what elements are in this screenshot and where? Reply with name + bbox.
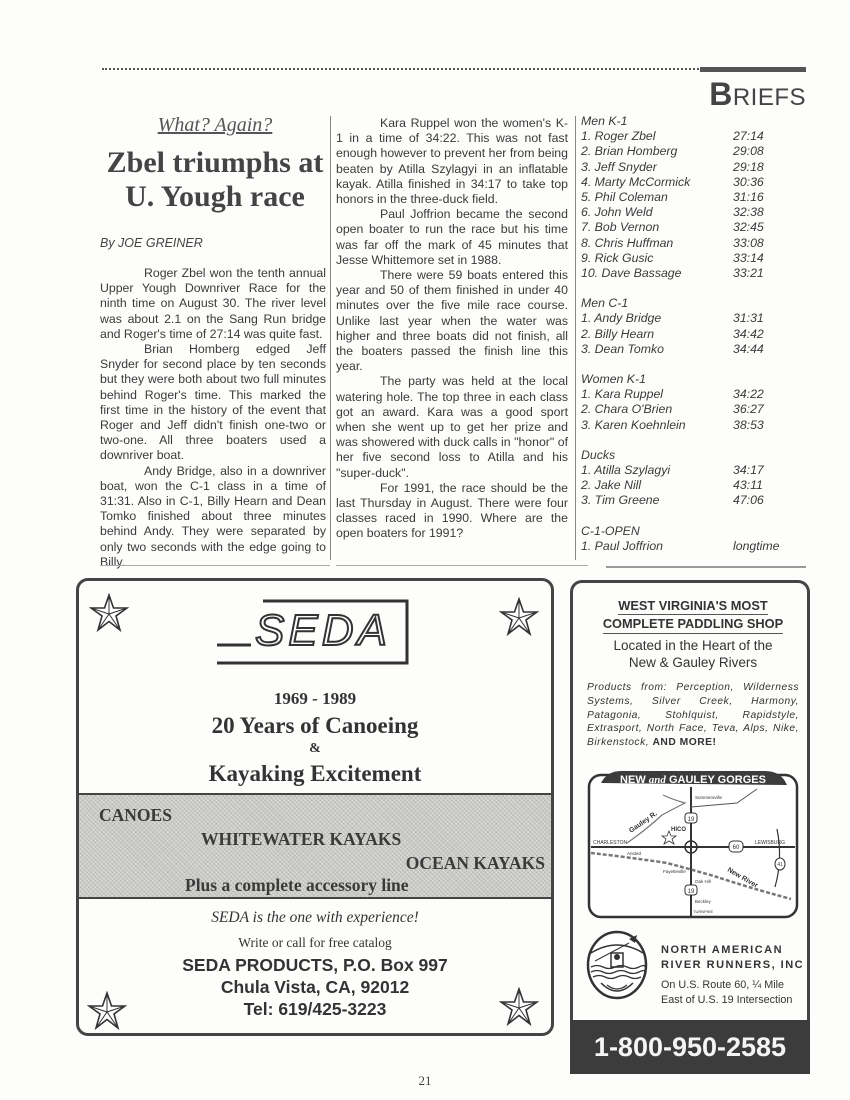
article-kicker: What? Again? (157, 114, 273, 136)
bottom-rule (560, 565, 588, 566)
paragraph: Paul Joffrion became the second open boater to run the race but his time was far off the mark of 45 minutes that Jesse Whittemore set in 1988. (336, 207, 568, 267)
map-label-oak-hill: Oak Hill (695, 879, 711, 884)
seda-logo-text: SEDA (255, 606, 391, 655)
seda-products-band (79, 793, 551, 899)
gorges-map (587, 769, 799, 919)
results-row (581, 539, 781, 554)
bottom-rule (336, 565, 568, 566)
bottom-rule (100, 565, 330, 566)
seda-advertisement (76, 578, 554, 1036)
seda-years: 1969 - 1989 (273, 689, 357, 708)
header-bar-rule (700, 67, 806, 72)
star-icon (499, 597, 539, 637)
results-row (581, 463, 781, 478)
narr-company-name-line-2: RIVER RUNNERS, INC (661, 959, 805, 971)
header-dotted-rule (102, 68, 702, 70)
narr-directions-line-2: East of U.S. 19 Intersection (661, 994, 793, 1006)
race-time: 43:11 (733, 478, 763, 493)
results-row (581, 418, 781, 433)
racer-name: 5. Phil Coleman (581, 190, 668, 205)
results-row (581, 144, 781, 159)
race-time: 47:06 (733, 493, 764, 508)
racer-name: 2. Chara O'Brien (581, 402, 673, 417)
map-label-lewisburg: LEWISBURG (755, 840, 786, 846)
racer-name: 1. Paul Joffrion (581, 538, 664, 553)
band-accessory-line: Plus a complete accessory line (185, 875, 409, 895)
racer-name: 3. Jeff Snyder (581, 159, 657, 174)
seda-logo (217, 595, 417, 667)
section-title-rest: RIEFS (732, 84, 806, 111)
race-time: 31:31 (733, 311, 764, 326)
racer-name: 4. Marty McCormick (581, 174, 691, 189)
results-group (581, 524, 781, 554)
route-41-label: 41 (777, 862, 783, 868)
seda-address-line-1: SEDA PRODUCTS, P.O. Box 997 (182, 955, 448, 975)
bottom-rule (606, 566, 806, 568)
narr-company-name (661, 943, 804, 973)
route-19-label: 19 (687, 889, 695, 895)
racer-name: 1. Andy Bridge (581, 311, 662, 326)
paragraph: The party was held at the local watering hole. The top three in each class got an award. Kara was a good sport when she went up to get her prize and was showered with duck calls in "honor" of her five second loss to Atilla and his "super-duck". (336, 374, 568, 480)
map-label-summersville: Summersville (695, 795, 723, 800)
racer-name: 10. Dave Bassage (581, 266, 682, 281)
narr-directions (661, 978, 792, 1008)
results-group (581, 448, 781, 509)
section-title (709, 76, 806, 113)
map-label-gauley: Gauley R. (628, 810, 659, 835)
narr-products-more: AND MORE! (652, 737, 717, 749)
narr-heading (589, 597, 797, 634)
map-label-fayetteville: Fayetteville (663, 869, 686, 874)
results-row (581, 220, 781, 235)
race-time: longtime (733, 538, 780, 553)
results-row (581, 251, 781, 266)
page-number: 21 (418, 1073, 432, 1088)
racer-name: 7. Bob Vernon (581, 220, 660, 235)
results-row (581, 387, 781, 402)
column-divider (330, 116, 331, 560)
map-title-new: NEW (620, 774, 646, 786)
results-row (581, 342, 781, 357)
race-time: 38:53 (733, 417, 764, 432)
narr-ad-box (570, 580, 810, 1020)
map-label-ansted: Ansted (627, 851, 642, 856)
results-row (581, 129, 781, 144)
article-headline: Zbel triumphs at U. Yough race (106, 146, 324, 213)
narr-phone-number: 1-800-950-2585 (570, 1020, 810, 1074)
race-time: 33:21 (733, 266, 764, 281)
results-class-heading: Men K-1 (581, 114, 628, 128)
racer-name: 2. Jake Nill (581, 478, 642, 493)
seda-ampersand: & (309, 741, 321, 756)
seda-headline-2: Kayaking Excitement (208, 761, 422, 786)
paragraph: There were 59 boats entered this year and 50 of them finished in under 40 minutes over the five mile race course. Unlike last year when the water was higher and three boats did not finish, all the boaters passed the finish line this year. (336, 268, 568, 374)
racer-name: 8. Chris Huffman (581, 235, 674, 250)
seda-address-line-2: Chula Vista, CA, 92012 (220, 977, 410, 997)
race-time: 34:17 (733, 463, 764, 478)
column-divider (575, 116, 576, 560)
paragraph: Brian Homberg edged Jeff Snyder for second place by ten seconds but they were both about two full minutes behind Roger's time. This marked the first time in the history of the event that Roger and Jeff didn't finish one-two or two-one. All three boaters used a downriver boat. (100, 342, 326, 463)
results-row (581, 160, 781, 175)
racer-name: 3. Tim Greene (581, 493, 660, 508)
race-time: 36:27 (733, 402, 764, 417)
paragraph: Kara Ruppel won the women's K-1 in a time of 34:22. This was not fast enough however to prevent her from being beaten by Atilla Szylagyi in an inflatable kayak. Atilla finished in 34:17 to take top honors in the three-duck field. (336, 116, 568, 207)
results-class-heading: Ducks (581, 447, 616, 462)
race-time: 34:22 (733, 387, 764, 402)
narr-location-line-2: New & Gauley Rivers (628, 655, 758, 670)
route-60-label: 60 (732, 845, 740, 851)
race-time: 33:08 (733, 235, 764, 250)
race-time: 32:45 (733, 220, 764, 235)
race-time: 34:44 (733, 341, 764, 356)
racer-name: 3. Dean Tomko (581, 341, 664, 356)
narr-location (573, 637, 813, 671)
section-title-cap: B (709, 76, 733, 112)
results-row (581, 493, 781, 508)
race-time: 34:42 (733, 326, 764, 341)
narr-logo-icon (585, 929, 649, 1001)
map-title-and: and (648, 774, 666, 786)
racer-name: 2. Brian Homberg (581, 144, 678, 159)
results-row (581, 175, 781, 190)
star-icon (89, 593, 129, 633)
seda-phone: Tel: 619/425-3223 (243, 999, 387, 1019)
article-column-1 (100, 266, 326, 570)
map-label-beckley: Beckley (695, 899, 711, 904)
narr-directions-line-1: On U.S. Route 60, ¼ Mile (661, 979, 785, 991)
results-row (581, 205, 781, 220)
results-row (581, 311, 781, 326)
racer-name: 2. Billy Hearn (581, 326, 655, 341)
racer-name: 1. Kara Ruppel (581, 387, 664, 402)
narr-company-name-line-1: NORTH AMERICAN (661, 944, 784, 956)
race-time: 31:16 (733, 190, 764, 205)
race-results (581, 114, 781, 569)
article-column-2 (336, 116, 568, 542)
map-label-new-river: New River (726, 866, 759, 890)
paragraph: For 1991, the race should be the last Thursday in August. There were four classes raced in 1990. Where are the open boaters for 1991? (336, 480, 568, 541)
article-byline: By JOE GREINER (100, 236, 203, 250)
route-19-label: 19 (687, 817, 695, 823)
map-label-turnpike: TURNPIKE (693, 909, 714, 914)
band-canoes: CANOES (99, 805, 172, 825)
results-group (581, 296, 781, 357)
band-whitewater-kayaks: WHITEWATER KAYAKS (201, 829, 402, 849)
paragraph: Roger Zbel won the tenth annual Upper Yough Downriver Race for the ninth time on August 30. The river level was about 2.1 on the Sang Run bridge and Roger's time of 27:14 was quite fast. (100, 266, 326, 341)
narr-location-line-1: Located in the Heart of the (613, 638, 773, 653)
map-label-charleston: CHARLESTON (593, 840, 628, 846)
narr-products-list: Products from: Perception, Wilderness Systems, Silver Creek, Harmony, Patagonia, Stohlquist, Rapidstyle, Extrasport, North Face, Teva, Alps, Nike, Birkenstock, (587, 682, 799, 749)
race-time: 27:14 (733, 129, 764, 144)
narr-advertisement (570, 580, 810, 1074)
results-row (581, 327, 781, 342)
seda-catalog-note: Write or call for free catalog (238, 935, 392, 950)
results-class-heading: Women K-1 (581, 372, 646, 387)
band-ocean-kayaks: OCEAN KAYAKS (405, 853, 545, 873)
results-row (581, 190, 781, 205)
results-group (581, 372, 781, 433)
map-title (620, 774, 766, 786)
race-time: 29:18 (733, 159, 764, 174)
racer-name: 1. Atilla Szylagyi (581, 463, 671, 478)
results-row (581, 266, 781, 281)
results-class-heading: C-1-OPEN (581, 523, 640, 538)
results-class-heading: Men C-1 (581, 296, 629, 311)
paragraph: Andy Bridge, also in a downriver boat, won the C-1 class in a time of 31:31. Also in C-1, Billy Hearn and Dean Tomko finished about three minutes behind Andy. They were separated by only two seconds with the edge going to Billy. (100, 463, 326, 569)
results-group (581, 114, 781, 281)
map-label-hico: HICO (671, 827, 686, 833)
race-time: 32:38 (733, 205, 764, 220)
race-time: 30:36 (733, 174, 764, 189)
race-time: 33:14 (733, 250, 764, 265)
racer-name: 6. John Weld (581, 205, 653, 220)
narr-heading-line-2: COMPLETE PADDLING SHOP (603, 615, 783, 634)
racer-name: 1. Roger Zbel (581, 129, 656, 144)
map-title-gauley: GAULEY GORGES (668, 774, 766, 786)
seda-tagline: SEDA is the one with experience! (211, 909, 419, 926)
results-row (581, 236, 781, 251)
racer-name: 9. Rick Gusic (581, 250, 654, 265)
race-time: 29:08 (733, 144, 764, 159)
narr-products (587, 681, 799, 750)
results-row (581, 402, 781, 417)
racer-name: 3. Karen Koehnlein (581, 417, 686, 432)
narr-heading-line-1: WEST VIRGINIA'S MOST (618, 598, 768, 613)
results-row (581, 478, 781, 493)
seda-headline-1: 20 Years of Canoeing (211, 713, 419, 738)
